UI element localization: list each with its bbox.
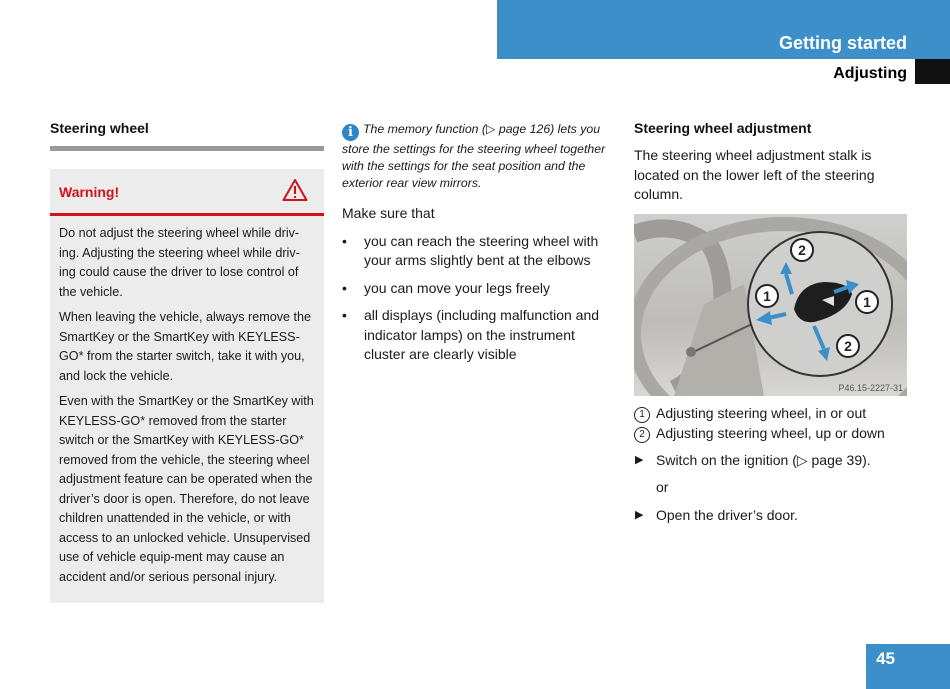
- instruction-steps: [634, 451, 909, 526]
- list-item: • you can move your legs freely: [342, 279, 617, 299]
- checklist: [342, 232, 617, 365]
- info-icon: i: [342, 124, 359, 141]
- right-column: [634, 120, 909, 533]
- callout-label: 1: [863, 293, 871, 310]
- steering-stalk-illustration: [634, 214, 907, 396]
- steering-stalk-figure: [634, 214, 907, 396]
- instruction-step: [634, 506, 909, 526]
- warning-label: Warning!: [59, 184, 120, 200]
- middle-column: [342, 121, 617, 373]
- warning-paragraph: Do not adjust the steering wheel while driv-ing. Adjusting the steering wheel while driv-ing could cause the driver to lose control of the vehicle.: [59, 226, 300, 299]
- section-title: Getting started: [778, 33, 907, 53]
- figure-code: P46.15-2227-31: [838, 382, 903, 393]
- memory-note-text: The memory function (▷ page 126) lets you store the settings for the steering wheel together with the settings for the seat position and the exterior rear view mirrors.: [342, 122, 606, 190]
- warning-triangle-icon: [282, 178, 308, 202]
- subsection-title: Adjusting: [833, 65, 907, 82]
- step-text: Switch on the ignition (▷ page 39).: [656, 451, 871, 468]
- warning-paragraph: When leaving the vehicle, always remove the SmartKey or the SmartKey with KEYLESS-GO* from the starter switch, take it with you, and lock the vehicle.: [59, 310, 312, 383]
- instruction-step: [634, 451, 909, 471]
- left-column: [50, 120, 324, 603]
- warning-text: [50, 216, 324, 587]
- step-arrow-icon: ▶: [635, 508, 644, 521]
- legend-text: Adjusting steering wheel, in or out: [656, 404, 867, 421]
- memory-note: [342, 121, 617, 192]
- callout-label: 2: [798, 241, 806, 258]
- page-number-tab: [866, 644, 950, 689]
- intro-text: Make sure that: [342, 205, 435, 221]
- figure-legend: [634, 403, 909, 443]
- callout-label: 2: [844, 337, 852, 354]
- steering-wheel-heading: Steering wheel: [50, 120, 149, 136]
- warning-box: [50, 169, 324, 603]
- adjustment-body: The steering wheel adjustment stalk is located on the lower left of the steering column.: [634, 147, 875, 202]
- legend-number: 2: [634, 427, 650, 443]
- header-marker: [915, 59, 950, 84]
- adjustment-heading: Steering wheel adjustment: [634, 120, 812, 136]
- warning-header: [50, 169, 324, 216]
- legend-number: 1: [634, 407, 650, 423]
- legend-item: [634, 423, 909, 443]
- step-arrow-icon: ▶: [635, 453, 644, 466]
- list-item: • all displays (including malfunction and indicator lamps) on the instrument cluster are clearly visible: [342, 306, 617, 365]
- warning-paragraph: Even with the SmartKey or the SmartKey with KEYLESS-GO* removed from the starter switch or the SmartKey with KEYLESS-GO* removed from the vehicle, the steering wheel adjustment feature can be operated when the driver’s door is open. Therefore, do not leave children unattended in the vehicle, or with access to an unlocked vehicle. Unsupervised use of vehicle equip-ment may cause an accident and/or serious personal injury.: [59, 394, 314, 584]
- or-text: or: [656, 479, 669, 495]
- step-text: Open the driver’s door.: [656, 506, 798, 523]
- legend-item: [634, 403, 909, 423]
- legend-text: Adjusting steering wheel, up or down: [656, 424, 885, 441]
- callout-label: 1: [763, 287, 771, 304]
- heading-rule: [50, 146, 324, 151]
- list-item: • you can reach the steering wheel with your arms slightly bent at the elbows: [342, 232, 617, 271]
- page-number: 45: [876, 649, 895, 668]
